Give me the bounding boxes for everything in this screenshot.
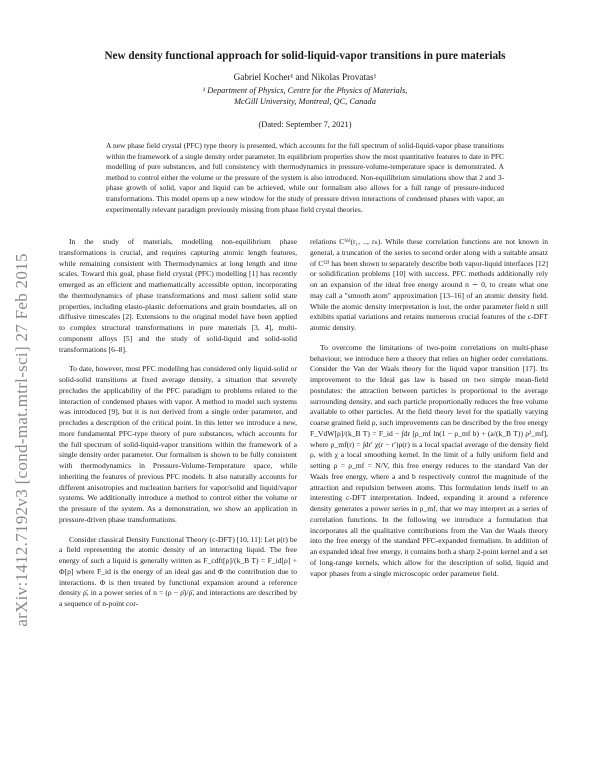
body-paragraph: To date, however, most PFC modelling has considered only liquid-solid or solid-solid transitions at fixed average density, a situation that severely precludes the applicability of the PFC paradigm to problems related to the interaction of condensed phases with vapor. A method to model such systems was introduced [9], but it is not derived from a single order parameter, and precludes a description of the critical point. In this letter we introduce a new, more fundamental PFC-type theory of pure substances, which accounts for the full spectrum of solid-liquid-vapor transitions within the framework of a single density order parameter. Our formalism is shown to be fully consistent with thermodynamics in Pressure-Volume-Temperature space, while inheriting the features of previous PFC models. It also naturally accounts for different anisotropies and nucleation barriers for vapor/solid and liquid/vapor systems. We additionally introduce a method to control either the volume or the pressure of the system. As a demonstration, we show an application in pressure-driven phase transformations. [59,364,297,524]
paper-title: New density functional approach for solid-liquid-vapor transitions in pure materials [104,50,506,62]
affiliation [70,85,540,107]
date-line: (Dated: September 7, 2021) [258,120,352,129]
abstract: A new phase field crystal (PFC) type theory is presented, which accounts for the full spectrum of solid-liquid-vapor phase transitions within the framework of a single density order parameter. Its equilibrium properties show the most quantitative features to date in PFC modelling of pure substances, and full consistency with thermodynamics in pressure-volume-temperature space is demonstrated. A method to control either the volume or the pressure of the system is also introduced. Non-equilibrium simulations show that 2 and 3-phase growth of solid, vapor and liquid can be achieved, while our formalism also allows for a full range of pressure-induced transformations. This model opens up a new window for the study of pressure driven interactions of condensed phases with vapor, an experimentally relevant paradigm previously missing from phase field crystal theories. [106,141,504,214]
body-paragraph: In the study of materials, modelling non-equilibrium phase transformations is crucial, and requires capturing atomic length features, while remaining consistent with Thermodynamics at long length and time scales. Toward this goal, phase field crystal (PFC) modelling [1] has recently emerged as an efficient and mathematically accessible option, incorporating the thermodynamics of phase transformations and most salient solid state properties, including elasto-plastic deformations and grain boundaries, all on diffusive timescales [2]. Extensions to the original model have been applied to complex structural transformations in pure materials [3, 4], multi-component alloys [5] and the study of solid-liquid and solid-solid transformations [6–8]. [59,237,297,354]
right-column [310,237,548,588]
arxiv-identifier: arXiv:1412.7192v3 [cond-mat.mtrl-sci] 27 Feb 2015 [12,253,31,627]
left-column [59,237,297,619]
body-paragraph: To overcome the limitations of two-point correlations on multi-phase behaviour, we introduce here a theory that relies on higher order correlations. Consider the Van der Waals theory for the liquid vapor transition [17]. Its improvement to the Ideal gas law is based on two simple mean-field postulates: the attraction between particles is proportional to the average surrounding density, and each particle proportionally reduces the free volume available to other particles. At the field theory level for the spatially varying coarse grained field ρ, such improvements can be described by the free energy F_VdW[ρ]/(k_B T) = F_id − ∫dr [ρ_mf ln(1 − ρ_mf b) + (a/(k_B T)) ρ²_mf], where ρ_mf(r) = ∫dr′ χ(r − r′)ρ(r) is a local spacial average of the density field ρ, with χ a local smoothing kernel. In the limit of a fully uniform field and setting ρ = ρ_mf = N/V, this free energy reduces to the standard Van der Waals free energy, where a and b respectively control the magnitude of the attraction and repulsion between atoms. This formulation lends itself to an interesting c-DFT interpretation. Indeed, expanding it around a reference density generates a power series in ρ_mf, that we may interpret as a series of correlation functions. In the following we introduce a formulation that incorporates all the qualitative contributions from the Van der Waals theory into the free energy of the standard PFC-expanded formalism. In addition of an expanded ideal free energy, it contains both a sharp 2-point kernel and a set of long-range kernels, which allow for the description of solid, liquid and vapor phases from a single microscopic order parameter field. [310,342,548,578]
body-paragraph: Consider classical Density Functional Theory (c-DFT) [10, 11]: Let ρ(r) be a field representing the atomic density of an interacting liquid. The free energy of such a liquid is generally written as F_cdft[ρ]/(k_B T) = F_id[ρ] + Φ[ρ] where F_id is the energy of an ideal gas and Φ the contribution due to interactions. Φ is then treated by functional expansion around a reference density ρ̄, in a power series of n = (ρ − ρ̄)/ρ̄, and interactions are described by a sequence of n-point cor- [59,534,297,608]
body-paragraph: relations C⁽ⁿ⁾(r₁, .., rₙ). While these correlation functions are not known in general, a truncation of the series to second order along with a suitable ansatz of C⁽²⁾ has been shown to separately describe both vapor-liquid interfaces [12] or solidification problems [10] with success. PFC methods additionally rely on an expansion of the ideal free energy around n ∼ 0, to create what one may call a "smooth atom" approximation [13–16] of an atomic density field. While the atomic density interpretation is lost, the order parameter field n still exhibits spatial variations and retains numerous crucial features of the c-DFT atomic density. [310,237,548,332]
affiliation-line-2: McGill University, Montreal, QC, Canada [234,97,376,106]
arxiv-stamp [10,253,34,627]
author-list: Gabriel Kocher¹ and Nikolas Provatas¹ [233,72,377,82]
affiliation-line-1: ¹ Department of Physics, Centre for the Physics of Materials, [202,86,408,95]
